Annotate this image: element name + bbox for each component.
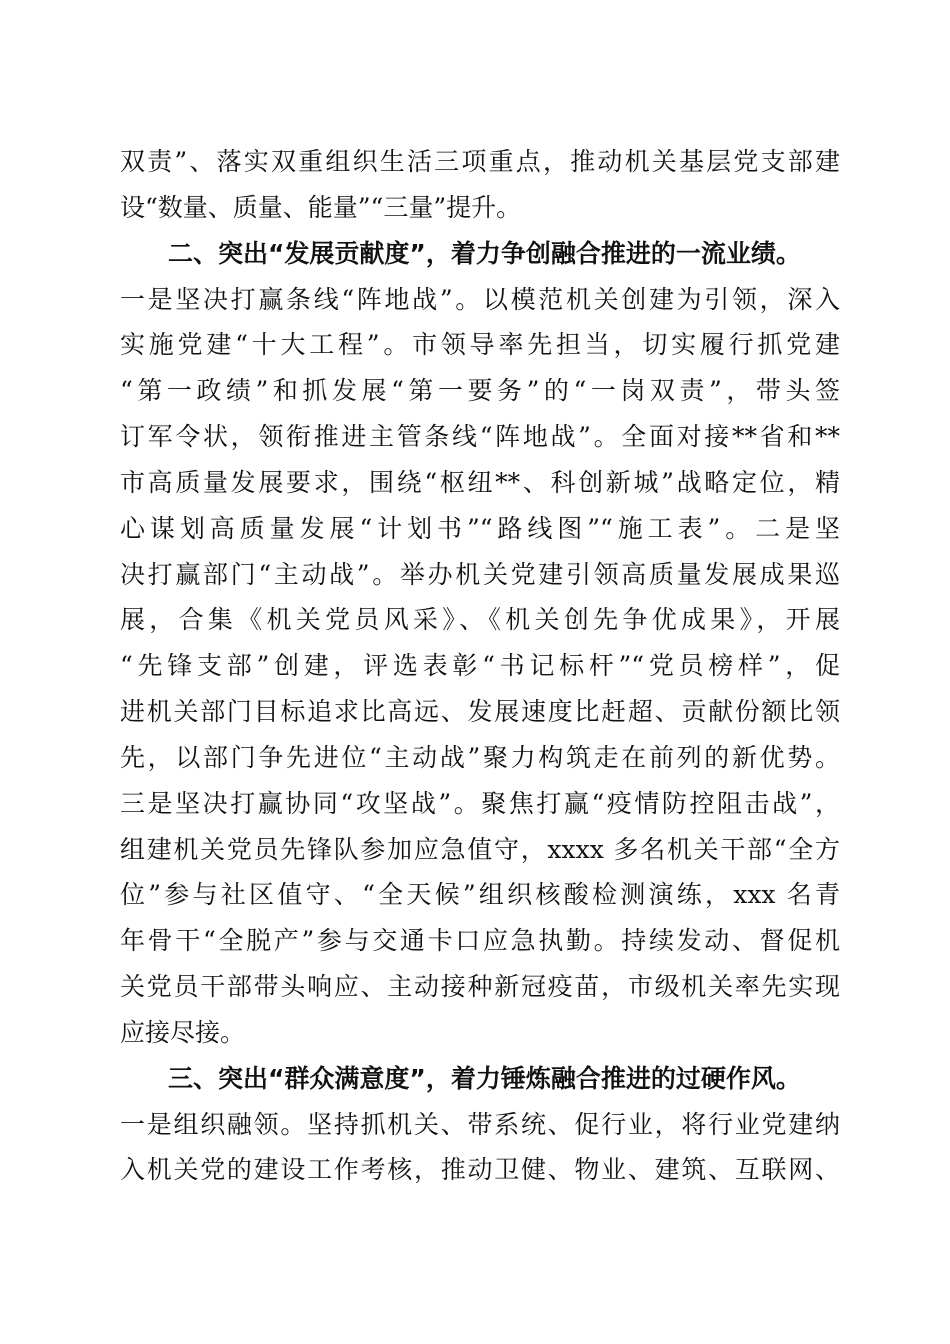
section-heading: 三、突出“群众满意度”，着力锤炼融合推进的过硬作风。 (168, 1064, 801, 1093)
text-line: 入机关党的建设工作考核，推动卫健、物业、建筑、互联网、 (120, 1155, 840, 1184)
text-line: 应接尽接。 (120, 1018, 246, 1047)
text-line: 先，以部门争先进位“主动战”聚力构筑走在前列的新优势。 (120, 743, 840, 772)
text-line: 进机关部门目标追求比高远、发展速度比赶超、贡献份额比领 (120, 697, 840, 726)
text-line: 决打赢部门“主动战”。举办机关党建引领高质量发展成果巡 (120, 560, 840, 589)
text-line: 市高质量发展要求，围绕“枢纽**、科创新城”战略定位，精 (120, 468, 840, 497)
text-line: 展，合集《机关党员风采》、《机关创先争优成果》，开展 (120, 605, 840, 634)
text-line: 一是组织融领。坚持抓机关、带系统、促行业，将行业党建纳 (120, 1110, 840, 1139)
text-line: 实施党建“十大工程”。市领导率先担当，切实履行抓党建 (120, 330, 840, 359)
text-line: 一是坚决打赢条线“阵地战”。以模范机关创建为引领，深入 (120, 285, 840, 314)
text-line: 心谋划高质量发展“计划书”“路线图”“施工表”。二是坚 (120, 514, 840, 543)
text-line: “先锋支部”创建，评选表彰“书记标杆”“党员榜样”，促 (120, 651, 840, 680)
text-line: 位”参与社区值守、“全天候”组织核酸检测演练，xxx 名青 (120, 880, 840, 909)
text-line: 设“数量、质量、能量”“三量”提升。 (120, 193, 522, 222)
text-line: 双责”、落实双重组织生活三项重点，推动机关基层党支部建 (120, 147, 840, 176)
text-line: “第一政绩”和抓发展“第一要务”的“一岗双责”，带头签 (120, 376, 840, 405)
text-line: 订军令状，领衔推进主管条线“阵地战”。全面对接**省和** (120, 422, 840, 451)
text-line: 三是坚决打赢协同“攻坚战”。聚焦打赢“疫情防控阻击战”， (120, 789, 840, 818)
text-line: 组建机关党员先锋队参加应急值守，xxxx 多名机关干部“全方 (120, 835, 840, 864)
text-line: 年骨干“全脱产”参与交通卡口应急执勤。持续发动、督促机 (120, 926, 840, 955)
section-heading: 二、突出“发展贡献度”，着力争创融合推进的一流业绩。 (168, 239, 801, 268)
text-line: 关党员干部带头响应、主动接种新冠疫苗，市级机关率先实现 (120, 972, 840, 1001)
